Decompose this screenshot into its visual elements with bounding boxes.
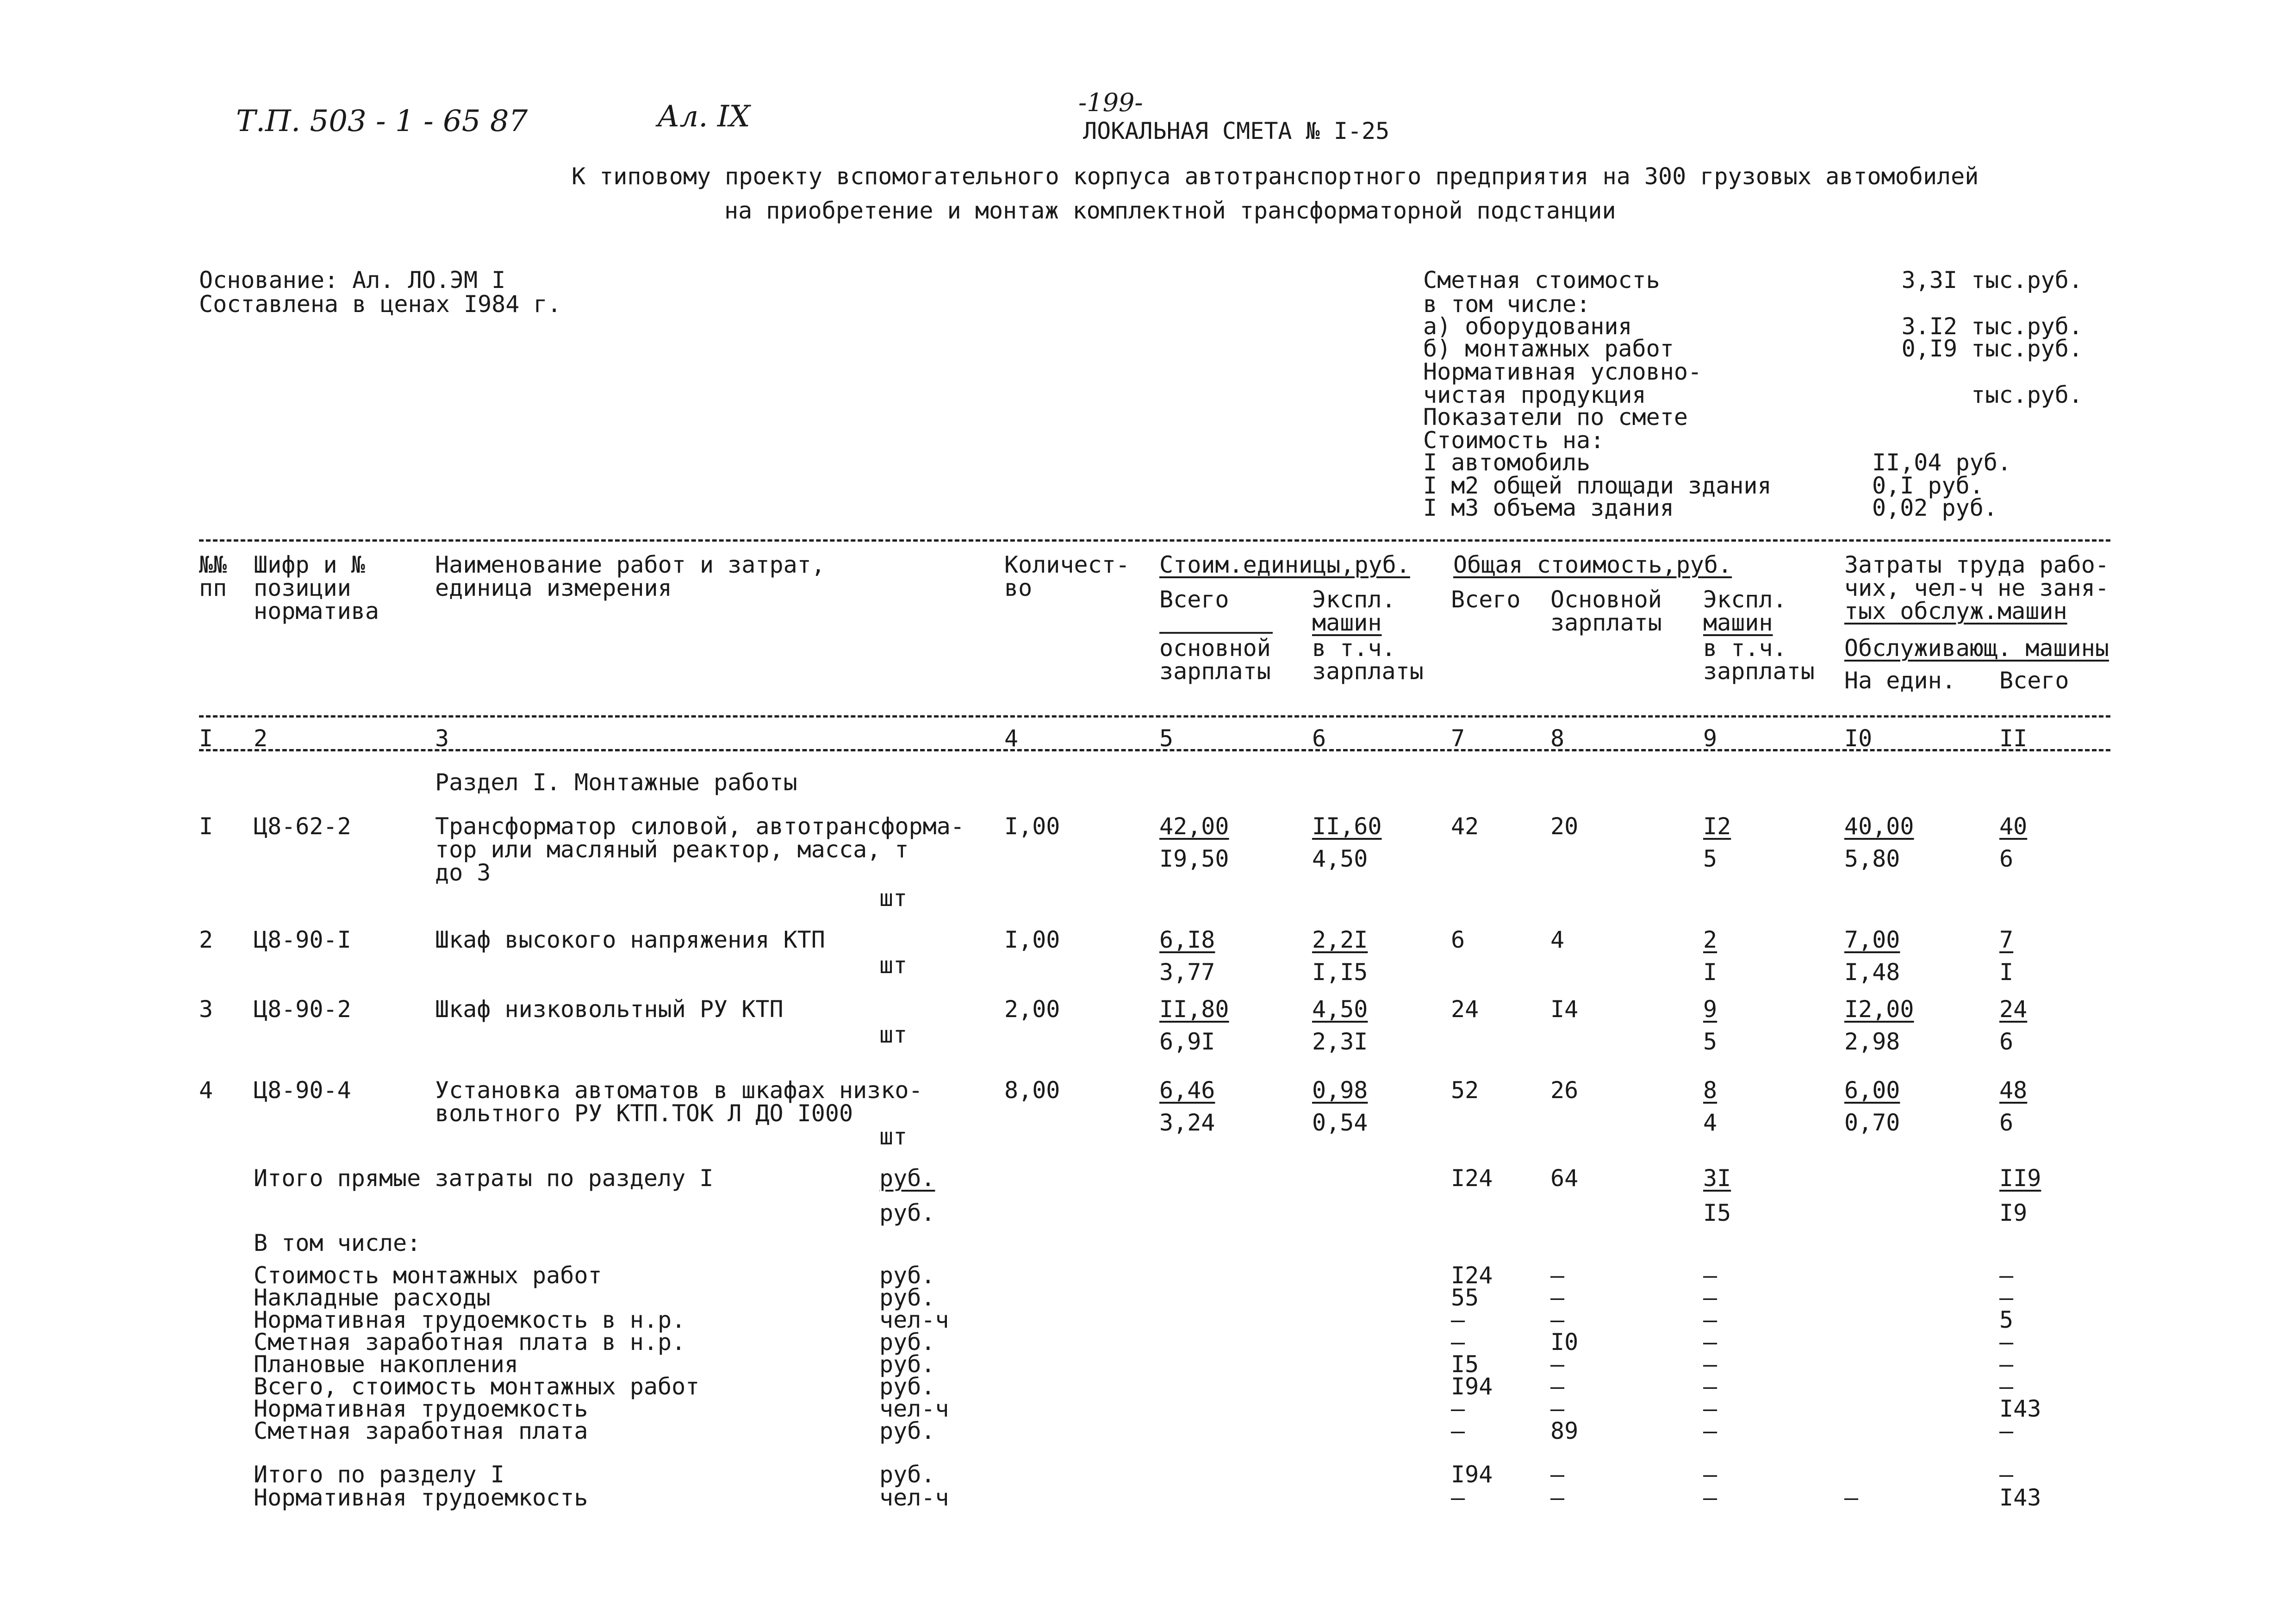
breakdown-value: –: [1550, 1306, 1565, 1333]
unit-cost-group-header: Стоим.единицы,руб.: [1159, 551, 1410, 578]
row-number: 3: [199, 996, 213, 1023]
total-cost-group-header: Общая стоимость,руб.: [1453, 551, 1732, 578]
including-label: В том числе:: [254, 1230, 421, 1256]
breakdown-unit: руб.: [879, 1373, 935, 1400]
breakdown-unit: руб.: [879, 1418, 935, 1444]
breakdown-value: –: [1550, 1373, 1565, 1400]
album-handwritten: Ал. IX: [657, 100, 750, 134]
column-number: 8: [1550, 725, 1565, 752]
row-unit-total: 6,46: [1159, 1077, 1215, 1104]
row-unit-mach: 0,98: [1312, 1077, 1368, 1104]
section-total-value: I94: [1451, 1461, 1493, 1488]
total-mach-header: машин: [1703, 609, 1773, 636]
row-name: Шкаф высокого напряжения КТП: [435, 926, 825, 953]
total-total-header: Всего: [1451, 586, 1521, 613]
row-total: 24: [1451, 996, 1479, 1023]
col-name-header: единица измерения: [435, 575, 672, 601]
summary-value: 0,I9 тыс.руб.: [1901, 335, 2083, 362]
row-labor-total-mach: 6: [1999, 1109, 2014, 1136]
row-labor-unit-mach: 5,80: [1844, 845, 1900, 872]
breakdown-label: Накладные расходы: [254, 1284, 491, 1311]
row-name: Установка автоматов в шкафах низко-: [435, 1077, 923, 1104]
row-total-wage: 4: [1550, 926, 1565, 953]
row-unit: шт: [879, 952, 908, 979]
section-total-value: –: [1550, 1484, 1565, 1511]
col-code-header: норматива: [254, 598, 379, 625]
breakdown-value: –: [1703, 1395, 1717, 1422]
summary-label: Сметная стоимость: [1423, 267, 1660, 294]
direct-costs-label: Итого прямые затраты по разделу I: [254, 1165, 714, 1192]
column-number: I0: [1844, 725, 1873, 752]
row-unit-wage: 3,24: [1159, 1109, 1215, 1136]
row-name: до 3: [435, 859, 491, 886]
column-numbers-dashed-line: [199, 749, 2110, 751]
unit-wage-header: основной: [1159, 635, 1271, 662]
row-total-mach-wage: 5: [1703, 845, 1717, 872]
row-unit: шт: [879, 885, 908, 912]
col-code-header: Шифр и №: [254, 551, 365, 578]
breakdown-value: –: [1999, 1351, 2014, 1378]
row-unit-total: 42,00: [1159, 813, 1229, 840]
row-number: I: [199, 813, 213, 840]
row-code: Ц8-90-2: [254, 996, 351, 1023]
row-unit-wage: 3,77: [1159, 959, 1215, 986]
summary-value: 0,I руб.: [1872, 472, 1984, 499]
breakdown-value: I43: [1999, 1395, 2041, 1422]
row-unit: шт: [879, 1123, 908, 1150]
labor-group-header: чих, чел-ч не заня-: [1844, 575, 2109, 601]
row-unit-mach-wage: I,I5: [1312, 959, 1368, 986]
summary-value: 0,02 руб.: [1872, 494, 1997, 521]
breakdown-value: 89: [1550, 1418, 1579, 1444]
summary-label: I м3 объема здания: [1423, 494, 1674, 521]
row-total: 52: [1451, 1077, 1479, 1104]
summary-label: I автомобиль: [1423, 449, 1591, 476]
breakdown-value: –: [1550, 1351, 1565, 1378]
summary-label: Нормативная условно-: [1423, 358, 1702, 385]
row-labor-unit: 7,00: [1844, 926, 1900, 953]
direct-costs-mach-wage: I5: [1703, 1199, 1731, 1226]
breakdown-value: –: [1550, 1395, 1565, 1422]
section-total-value: –: [1999, 1461, 2014, 1488]
breakdown-value: –: [1451, 1395, 1465, 1422]
doc-code-handwritten: Т.П. 503 - 1 - 65 87: [236, 104, 528, 138]
breakdown-label: Сметная заработная плата: [254, 1418, 588, 1444]
summary-label: Показатели по смете: [1423, 404, 1688, 431]
breakdown-value: –: [1703, 1306, 1717, 1333]
total-mach-header: Экспл.: [1703, 586, 1787, 613]
breakdown-value: I0: [1550, 1329, 1579, 1355]
col-qty-header: во: [1004, 575, 1033, 601]
row-total-mach: 9: [1703, 996, 1717, 1023]
column-number: 6: [1312, 725, 1326, 752]
row-labor-unit: 40,00: [1844, 813, 1914, 840]
unit-total-divider: [1159, 632, 1273, 634]
section-total-value: –: [1844, 1484, 1859, 1511]
col-num-header: №№: [199, 551, 227, 578]
row-name: тор или масляный реактор, масса, т: [435, 836, 909, 863]
summary-label: а) оборудования: [1423, 313, 1632, 340]
row-labor-total: 48: [1999, 1077, 2028, 1104]
summary-label: I м2 общей площади здания: [1423, 472, 1772, 499]
unit-mach-header: машин: [1312, 609, 1382, 636]
summary-label: в том числе:: [1423, 291, 1591, 318]
total-mach-header: зарплаты: [1703, 658, 1815, 685]
header-top-dashed-line: [199, 539, 2110, 542]
breakdown-value: –: [1703, 1284, 1717, 1311]
column-number: 3: [435, 725, 449, 752]
row-unit-total: 6,I8: [1159, 926, 1215, 953]
row-labor-total: 24: [1999, 996, 2028, 1023]
row-qty: 2,00: [1004, 996, 1060, 1023]
row-labor-total-mach: 6: [1999, 1028, 2014, 1055]
breakdown-value: –: [1550, 1262, 1565, 1289]
direct-costs-total: I24: [1451, 1165, 1493, 1192]
column-number: 2: [254, 725, 268, 752]
total-mach-header: в т.ч.: [1703, 635, 1787, 662]
unit-mach-header: зарплаты: [1312, 658, 1424, 685]
summary-label: б) монтажных работ: [1423, 335, 1674, 362]
direct-costs-labor: II9: [1999, 1165, 2041, 1192]
breakdown-value: –: [1999, 1418, 2014, 1444]
row-name: Шкаф низковольтный РУ КТП: [435, 996, 784, 1023]
breakdown-label: Стоимость монтажных работ: [254, 1262, 602, 1289]
row-labor-total-mach: I: [1999, 959, 2014, 986]
direct-costs-wage: 64: [1550, 1165, 1579, 1192]
row-labor-unit-mach: 2,98: [1844, 1028, 1900, 1055]
row-qty: I,00: [1004, 926, 1060, 953]
section-total-value: I43: [1999, 1484, 2041, 1511]
breakdown-label: Нормативная трудоемкость в н.р.: [254, 1306, 686, 1333]
column-number: I: [199, 725, 213, 752]
row-total-mach: I2: [1703, 813, 1731, 840]
unit-mach-header: Экспл.: [1312, 586, 1396, 613]
unit-wage-header: зарплаты: [1159, 658, 1271, 685]
row-total-wage: 26: [1550, 1077, 1579, 1104]
breakdown-unit: руб.: [879, 1329, 935, 1355]
section-total-value: –: [1550, 1461, 1565, 1488]
project-title: К типовому проекту вспомогательного корпуса автотранспортного предприятия на 300 грузовых автомобилей: [572, 163, 1979, 190]
row-name: Трансформатор силовой, автотрансформа-: [435, 813, 964, 840]
summary-value: тыс.руб.: [1971, 381, 2083, 408]
prices-year-line: Составлена в ценах I984 г.: [199, 291, 561, 318]
row-labor-unit-mach: I,48: [1844, 959, 1900, 986]
labor-group-header: тых обслуж.машин: [1844, 598, 2067, 625]
section-total-label: Итого по разделу I: [254, 1461, 504, 1488]
col-name-header: Наименование работ и затрат,: [435, 551, 825, 578]
total-wage-header: Основной: [1550, 586, 1662, 613]
row-unit-mach: 4,50: [1312, 996, 1368, 1023]
column-number: II: [1999, 725, 2028, 752]
row-total: 6: [1451, 926, 1465, 953]
page-number: -199-: [1078, 88, 1143, 117]
section-total-label: Нормативная трудоемкость: [254, 1484, 588, 1511]
section-total-value: –: [1703, 1461, 1717, 1488]
row-total-mach: 8: [1703, 1077, 1717, 1104]
row-code: Ц8-62-2: [254, 813, 351, 840]
row-total-mach-wage: I: [1703, 959, 1717, 986]
column-number: 9: [1703, 725, 1717, 752]
row-number: 2: [199, 926, 213, 953]
row-unit: шт: [879, 1021, 908, 1048]
summary-value: 3.I2 тыс.руб.: [1901, 313, 2083, 340]
direct-costs-unit: руб.: [879, 1165, 935, 1192]
row-total-wage: I4: [1550, 996, 1579, 1023]
breakdown-label: Нормативная трудоемкость: [254, 1395, 588, 1422]
row-total-wage: 20: [1550, 813, 1579, 840]
col-qty-header: Количест-: [1004, 551, 1130, 578]
direct-costs-labor-mach: I9: [1999, 1199, 2028, 1226]
row-labor-total: 7: [1999, 926, 2014, 953]
column-number: 7: [1451, 725, 1465, 752]
breakdown-value: –: [1451, 1306, 1465, 1333]
row-total-mach-wage: 4: [1703, 1109, 1717, 1136]
row-qty: I,00: [1004, 813, 1060, 840]
breakdown-label: Сметная заработная плата в н.р.: [254, 1329, 686, 1355]
column-number: 5: [1159, 725, 1174, 752]
row-code: Ц8-90-I: [254, 926, 351, 953]
breakdown-value: –: [1999, 1284, 2014, 1311]
row-unit-mach: 2,2I: [1312, 926, 1368, 953]
breakdown-value: –: [1999, 1373, 2014, 1400]
col-code-header: позиции: [254, 575, 351, 601]
row-unit-wage: I9,50: [1159, 845, 1229, 872]
breakdown-label: Всего, стоимость монтажных работ: [254, 1373, 700, 1400]
section-title: Раздел I. Монтажные работы: [435, 769, 797, 796]
row-unit-mach-wage: 0,54: [1312, 1109, 1368, 1136]
row-labor-unit-mach: 0,70: [1844, 1109, 1900, 1136]
row-labor-unit: 6,00: [1844, 1077, 1900, 1104]
total-wage-header: зарплаты: [1550, 609, 1662, 636]
summary-value: 3,3I тыс.руб.: [1901, 267, 2083, 294]
breakdown-value: –: [1703, 1351, 1717, 1378]
row-unit-mach-wage: 4,50: [1312, 845, 1368, 872]
breakdown-unit: руб.: [879, 1284, 935, 1311]
breakdown-value: I24: [1451, 1262, 1493, 1289]
breakdown-value: I94: [1451, 1373, 1493, 1400]
section-total-value: –: [1703, 1484, 1717, 1511]
row-code: Ц8-90-4: [254, 1077, 351, 1104]
breakdown-value: –: [1999, 1329, 2014, 1355]
row-total-mach-wage: 5: [1703, 1028, 1717, 1055]
row-unit-total: II,80: [1159, 996, 1229, 1023]
breakdown-value: 55: [1451, 1284, 1479, 1311]
row-total: 42: [1451, 813, 1479, 840]
breakdown-value: –: [1703, 1373, 1717, 1400]
labor-machines-header: Обслуживающ. машины: [1844, 635, 2109, 662]
labor-group-header: Затраты труда рабо-: [1844, 551, 2109, 578]
col-num-header: пп: [199, 575, 227, 601]
header-bottom-dashed-line: [199, 715, 2110, 718]
row-name: вольтного РУ КТП.ТОК Л ДО I000: [435, 1100, 853, 1127]
breakdown-unit: руб.: [879, 1351, 935, 1378]
labor-total-header: Всего: [1999, 667, 2069, 694]
section-total-unit: чел-ч: [879, 1484, 949, 1511]
section-total-value: –: [1451, 1484, 1465, 1511]
estimate-title: ЛОКАЛЬНАЯ СМЕТА № I-25: [1083, 118, 1390, 144]
breakdown-value: –: [1703, 1418, 1717, 1444]
breakdown-unit: чел-ч: [879, 1395, 949, 1422]
unit-total-header: Всего: [1159, 586, 1229, 613]
breakdown-value: –: [1550, 1284, 1565, 1311]
row-qty: 8,00: [1004, 1077, 1060, 1104]
direct-costs-unit: руб.: [879, 1199, 935, 1226]
breakdown-value: –: [1703, 1329, 1717, 1355]
basis-line: Основание: Ал. ЛО.ЭМ I: [199, 267, 506, 294]
labor-unit-header: На един.: [1844, 667, 1956, 694]
breakdown-label: Плановые накопления: [254, 1351, 518, 1378]
summary-label: Стоимость на:: [1423, 427, 1605, 454]
row-unit-mach-wage: 2,3I: [1312, 1028, 1368, 1055]
summary-label: чистая продукция: [1423, 381, 1646, 408]
row-total-mach: 2: [1703, 926, 1717, 953]
summary-value: II,04 руб.: [1872, 449, 2012, 476]
row-labor-total: 40: [1999, 813, 2028, 840]
row-number: 4: [199, 1077, 213, 1104]
direct-costs-mach: 3I: [1703, 1165, 1731, 1192]
breakdown-value: –: [1999, 1262, 2014, 1289]
project-subtitle: на приобретение и монтаж комплектной трансформаторной подстанции: [724, 197, 1616, 224]
breakdown-value: –: [1703, 1262, 1717, 1289]
breakdown-value: 5: [1999, 1306, 2014, 1333]
breakdown-unit: руб.: [879, 1262, 935, 1289]
row-labor-total-mach: 6: [1999, 845, 2014, 872]
section-total-unit: руб.: [879, 1461, 935, 1488]
breakdown-value: –: [1451, 1329, 1465, 1355]
row-labor-unit: I2,00: [1844, 996, 1914, 1023]
breakdown-value: I5: [1451, 1351, 1479, 1378]
unit-mach-header: в т.ч.: [1312, 635, 1396, 662]
breakdown-value: –: [1451, 1418, 1465, 1444]
breakdown-unit: чел-ч: [879, 1306, 949, 1333]
row-unit-wage: 6,9I: [1159, 1028, 1215, 1055]
row-unit-mach: II,60: [1312, 813, 1382, 840]
column-number: 4: [1004, 725, 1019, 752]
